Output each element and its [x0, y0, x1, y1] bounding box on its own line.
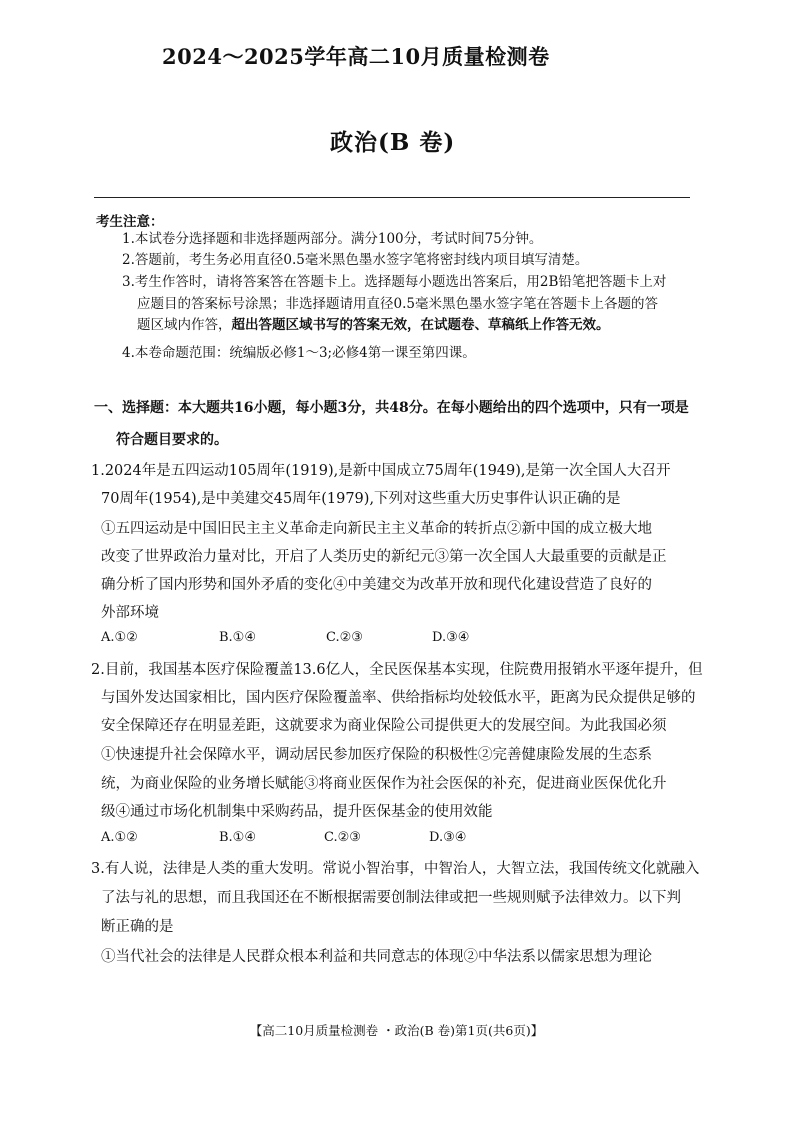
- notice-item-4: 4.本卷命题范围：统编版必修1～3;必修4第一课至第四课。: [122, 345, 476, 361]
- exam-subject: 政治(B 卷): [330, 129, 456, 156]
- q2-option-b: B.①④: [219, 830, 256, 845]
- q2-option-d: D.③④: [429, 830, 467, 845]
- q2-option-c: C.②③: [324, 830, 361, 845]
- q3-line-4: ①当代社会的法律是人民群众根本利益和共同意志的体现②中华法系以儒家思想为理论: [101, 949, 652, 965]
- q1-line-6: 外部环境: [101, 605, 159, 621]
- notice-item-3: 3.考生作答时，请将答案答在答题卡上。选择题每小题选出答案后，用2B铅笔把答题卡上对: [122, 274, 667, 290]
- notice-item-3-end: [137, 315, 610, 336]
- q1-line-1: 1.2024年是五四运动105周年(1919),是新中国成立75周年(1949),是第一次全国人大召开: [91, 463, 671, 479]
- q2-line-6: 级④通过市场化机制集中采购药品，提升医保基金的使用效能: [101, 804, 493, 820]
- section-heading: 一、选择题：本大题共16小题，每小题3分，共48分。在每小题给出的四个选项中，只有一项是: [94, 400, 689, 416]
- q2-option-a: A.①②: [101, 830, 138, 845]
- q2-line-3: 安全保障还存在明显差距，这就要求为商业保险公司提供更大的发展空间。为此我国必须: [101, 718, 667, 734]
- exam-title: 2024～2025学年高二10月质量检测卷: [162, 44, 550, 69]
- q2-line-5: 统，为商业保险的业务增长赋能③将商业医保作为社会医保的补充，促进商业医保优化升: [101, 776, 667, 792]
- notice-item-3-cont: 应题目的答案标号涂黑；非选择题请用直径0.5毫米黑色墨水签字笔在答题卡上各题的答: [137, 296, 658, 312]
- q1-line-4: 改变了世界政治力量对比，开启了人类历史的新纪元③第一次全国人大最重要的贡献是正: [101, 549, 667, 565]
- notice-heading: 考生注意：: [96, 214, 164, 230]
- q2-line-1: 2.目前，我国基本医疗保险覆盖13.6亿人，全民医保基本实现，住院费用报销水平逐年提升，但: [91, 662, 703, 678]
- section-heading-cont: 符合题目要求的。: [116, 432, 228, 448]
- q1-option-a: A.①②: [101, 630, 138, 645]
- q1-option-c: C.②③: [326, 630, 363, 645]
- q1-line-5: 确分析了国内形势和国外矛盾的变化④中美建交为改革开放和现代化建设营造了良好的: [101, 577, 652, 593]
- q1-option-d: D.③④: [432, 630, 470, 645]
- q3-line-1: 3.有人说，法律是人类的重大发明。常说小智治事，中智治人，大智立法，我国传统文化就融入: [91, 861, 700, 877]
- notice-item-3-tail: 题区域内作答，: [137, 317, 232, 333]
- notice-item-1: 1.本试卷分选择题和非选择题两部分。满分100分，考试时间75分钟。: [122, 231, 543, 247]
- q2-line-2: 与国外发达国家相比，国内医疗保险覆盖率、供给指标均处较低水平，距离为民众提供足够的: [101, 690, 696, 706]
- q1-option-b: B.①④: [219, 630, 256, 645]
- q3-line-2: 了法与礼的思想，而且我国还在不断根据需要创制法律或把一些规则赋予法律效力。以下判: [101, 890, 681, 906]
- notice-item-3-bold: 超出答题区域书写的答案无效，在试题卷、草稿纸上作答无效。: [231, 317, 610, 333]
- page-footer: 【高二10月质量检测卷 ・政治(B 卷)第1页(共6页)】: [249, 1023, 544, 1038]
- q2-line-4: ①快速提升社会保障水平，调动居民参加医疗保险的积极性②完善健康险发展的生态系: [101, 747, 652, 763]
- q1-line-3: ①五四运动是中国旧民主主义革命走向新民主主义革命的转折点②新中国的成立极大地: [101, 521, 652, 537]
- q1-line-2: 70周年(1954),是中美建交45周年(1979),下列对这些重大历史事件认识正确的是: [101, 491, 621, 507]
- notice-item-2: 2.答题前，考生务必用直径0.5毫米黑色墨水签字笔将密封线内项目填写清楚。: [122, 252, 589, 268]
- q3-line-3: 断正确的是: [101, 919, 174, 935]
- header-divider: [94, 197, 690, 198]
